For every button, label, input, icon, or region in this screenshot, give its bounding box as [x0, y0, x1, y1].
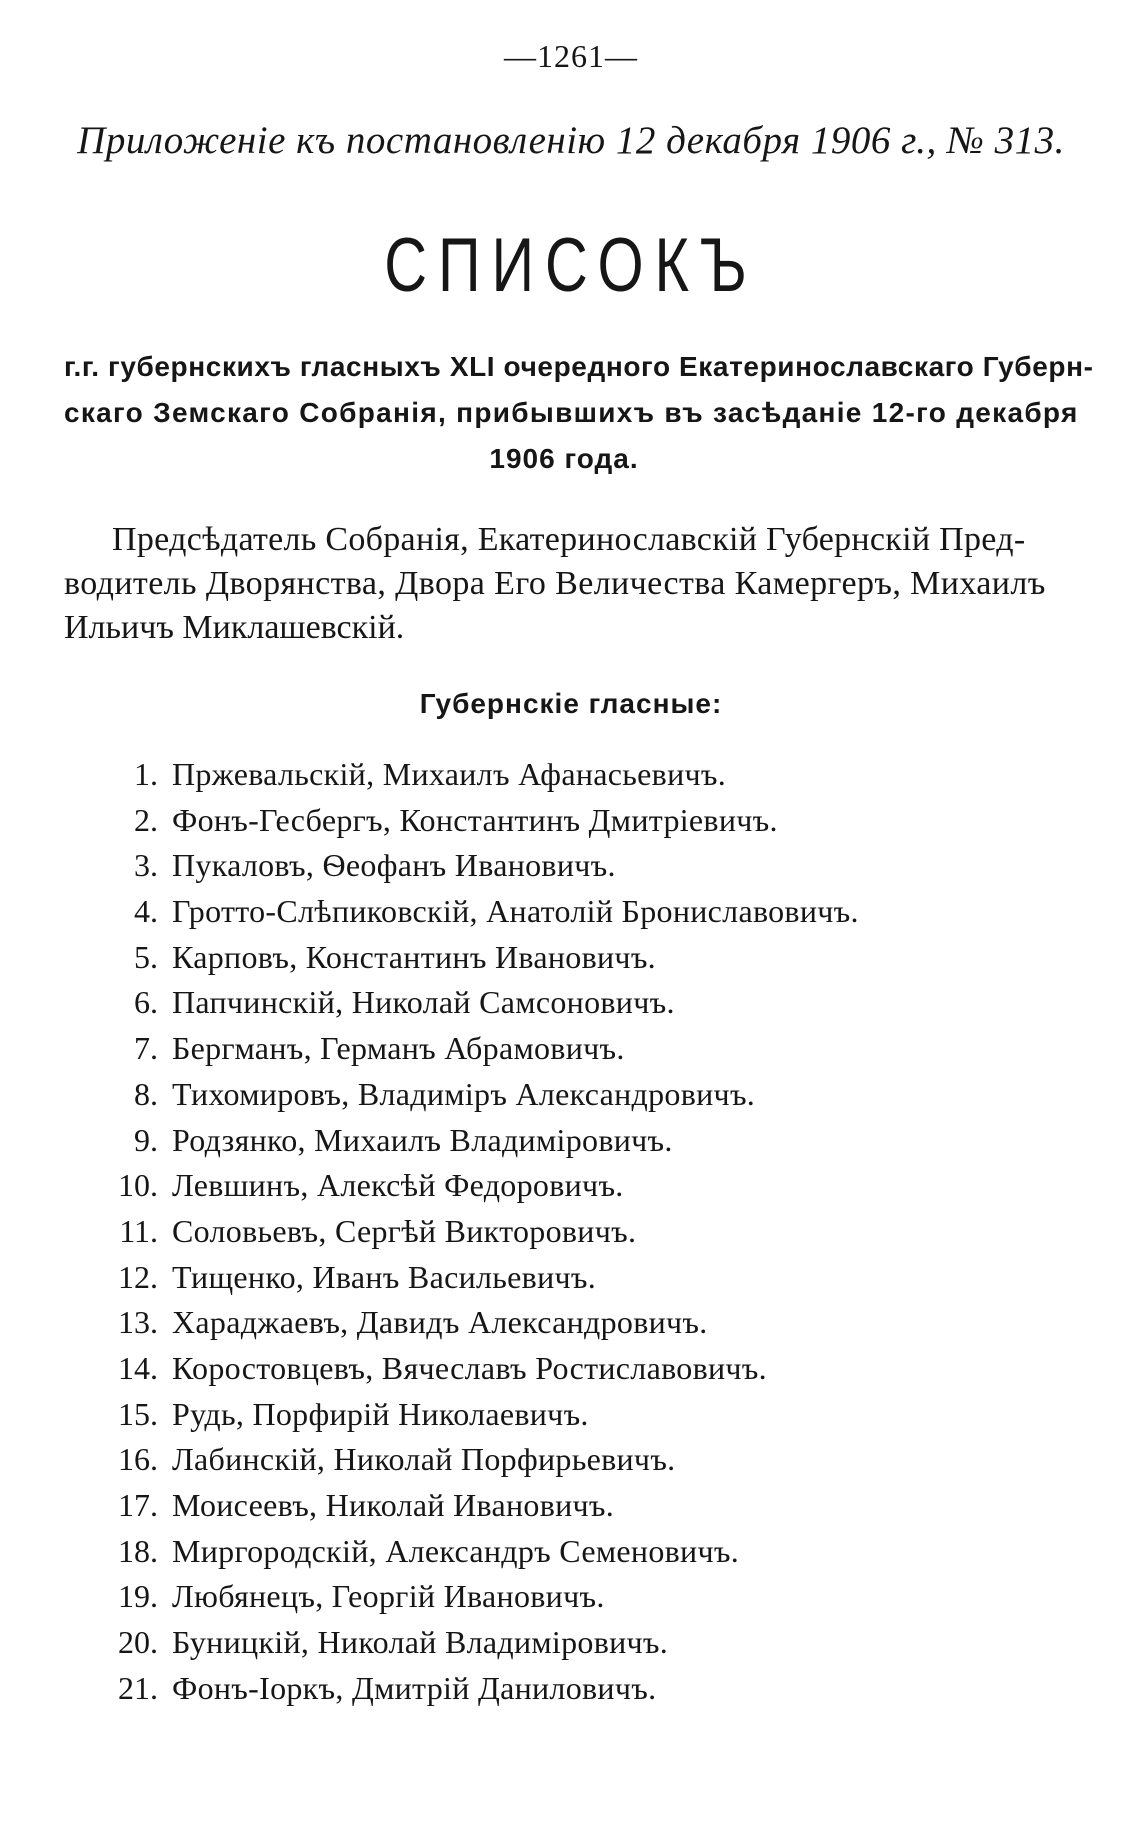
list-item-number: 9. — [134, 1121, 158, 1158]
section-heading: Губернскіе гласные: — [419, 688, 723, 719]
list-item-name: Лабинскій, Николай Порфирьевичъ. — [172, 1441, 676, 1478]
list-item-name: Миргородскій, Александръ Семеновичъ. — [172, 1532, 740, 1569]
list-item — [90, 1437, 990, 1483]
list-item-name: Рудь, Порфирій Николаевичъ. — [172, 1395, 589, 1432]
list-item-name: Моисеевъ, Николай Ивановичъ. — [172, 1487, 615, 1523]
subtitle-line: скаго Земскаго Собранія, прибывшихъ въ засѣданіе 12-го декабря — [64, 397, 1079, 428]
list-item-number: 12. — [118, 1258, 158, 1295]
list-item — [90, 980, 990, 1026]
chairman-line: водитель Дворянства, Двора Его Величества Камергеръ, Михаилъ — [64, 565, 1046, 602]
list-item-name: Соловьевъ, Сергѣй Викторовичъ. — [172, 1212, 637, 1249]
document-subtitle — [64, 344, 1094, 482]
list-item — [90, 889, 990, 935]
list-item-name: Тищенко, Иванъ Васильевичъ. — [172, 1258, 597, 1295]
list-item-name: Бергманъ, Германъ Абрамовичъ. — [172, 1030, 625, 1067]
list-item-number: 17. — [118, 1487, 158, 1523]
list-item-number: 8. — [134, 1075, 158, 1112]
list-item-name: Гротто-Слѣпиковскій, Анатолій Брониславовичъ. — [172, 893, 859, 930]
list-item-number: 6. — [134, 984, 158, 1021]
list-item — [90, 1300, 990, 1346]
list-item — [90, 843, 990, 889]
list-item-name: Фонъ-Іоркъ, Дмитрій Даниловичъ. — [172, 1669, 657, 1706]
list-item-name: Любянецъ, Георгій Ивановичъ. — [172, 1578, 605, 1615]
list-item-name: Родзянко, Михаилъ Владиміровичъ. — [172, 1121, 673, 1158]
list-item-name: Тихомировъ, Владиміръ Александровичъ. — [172, 1075, 756, 1112]
list-item-number: 13. — [118, 1304, 158, 1341]
list-item-number: 2. — [134, 801, 158, 838]
list-item-number: 3. — [134, 847, 158, 884]
appendix-note: Приложеніе къ постановленію 12 декабря 1906 г., № 313. — [77, 119, 1065, 162]
list-item-number: 1. — [134, 756, 158, 792]
subtitle-line: г.г. губернскихъ гласныхъ XLI очередного Екатеринославскаго Губерн- — [64, 351, 1094, 382]
chairman-line: Предсѣдатель Собранія, Екатеринославскій Губернскій Пред- — [112, 521, 1026, 558]
chairman-paragraph — [64, 518, 1064, 650]
list-item-name: Коростовцевъ, Вячеславъ Ростиславовичъ. — [172, 1349, 767, 1386]
list-item — [90, 1392, 990, 1438]
list-item-name: Карповъ, Константинъ Ивановичъ. — [172, 938, 656, 975]
list-item — [90, 1529, 990, 1575]
list-item-name: Буницкій, Николай Владиміровичъ. — [172, 1624, 669, 1661]
list-item-number: 15. — [118, 1395, 158, 1432]
list-item-number: 10. — [118, 1167, 158, 1204]
list-item-number: 20. — [118, 1624, 158, 1661]
list-item-name: Папчинскій, Николай Самсоновичъ. — [172, 984, 675, 1021]
list-item — [90, 1026, 990, 1072]
list-item — [90, 1620, 990, 1666]
list-item — [90, 1346, 990, 1392]
list-item-number: 11. — [119, 1212, 158, 1249]
list-item-name: Хараджаевъ, Давидъ Александровичъ. — [172, 1304, 708, 1341]
list-item — [90, 1163, 990, 1209]
list-item-number: 18. — [118, 1532, 158, 1569]
list-item — [90, 1666, 990, 1712]
page-number: —1261— — [504, 38, 638, 74]
list-item-number: 21. — [118, 1669, 158, 1706]
list-item — [90, 1255, 990, 1301]
list-item-name: Фонъ-Гесбергъ, Константинъ Дмитріевичъ. — [172, 801, 778, 838]
document-title: СПИСОКЪ — [384, 223, 758, 308]
list-item-number: 7. — [134, 1030, 158, 1067]
list-item-name: Левшинъ, Алексѣй Федоровичъ. — [172, 1167, 624, 1204]
list-item — [90, 1483, 990, 1529]
list-item-number: 16. — [118, 1441, 158, 1478]
list-item — [90, 798, 990, 844]
list-item-number: 5. — [134, 938, 158, 975]
list-item-number: 4. — [134, 893, 158, 930]
list-item — [90, 1118, 990, 1164]
list-item — [90, 752, 990, 798]
list-item-number: 14. — [118, 1349, 158, 1386]
list-item — [90, 1209, 990, 1255]
list-item-name: Пукаловъ, Ѳеофанъ Ивановичъ. — [172, 847, 616, 884]
list-item — [90, 1072, 990, 1118]
list-item-name: Пржевальскій, Михаилъ Афанасьевичъ. — [172, 756, 727, 792]
list-item-number: 19. — [118, 1578, 158, 1615]
subtitle-line: 1906 года. — [489, 443, 639, 474]
list-item — [90, 1574, 990, 1620]
chairman-line: Ильичъ Миклашевскій. — [64, 609, 405, 646]
list-item — [90, 935, 990, 981]
member-list — [90, 752, 990, 1711]
